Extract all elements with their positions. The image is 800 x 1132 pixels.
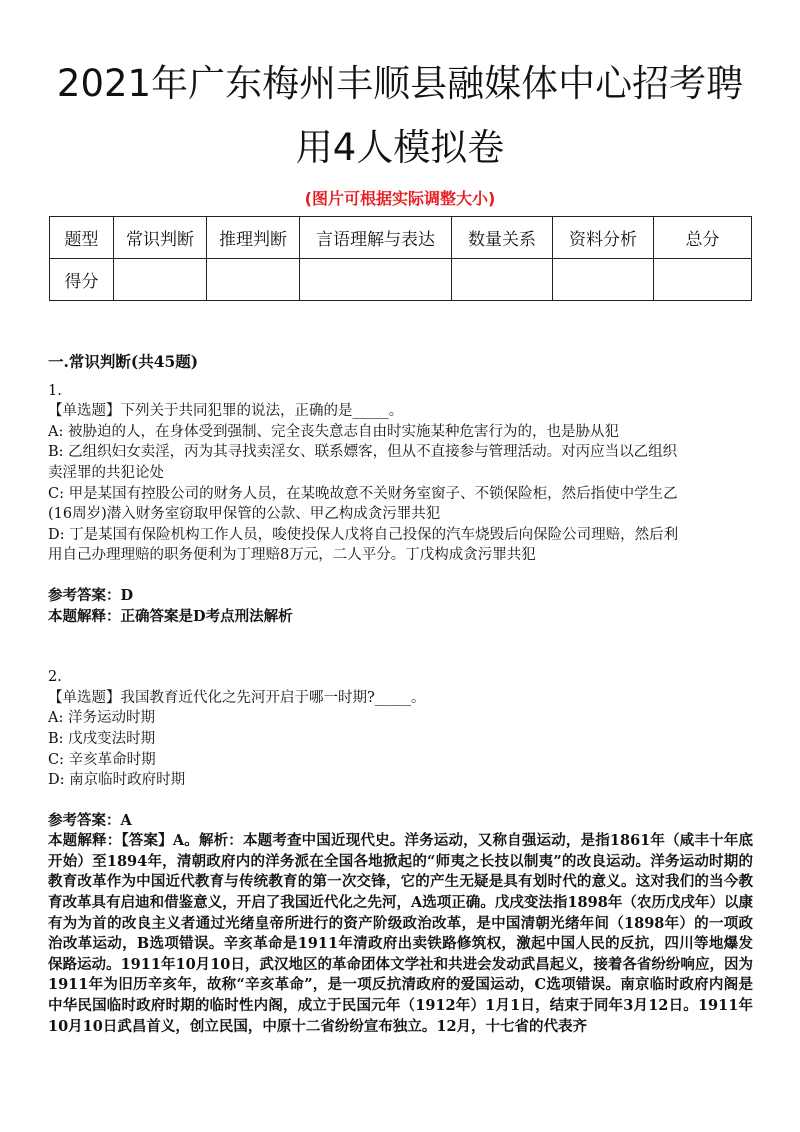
option-line: D: 丁是某国有保险机构工作人员，唆使投保人戊将自己投保的汽车烧毁后向保险公司理赔，然后利 [48, 526, 679, 543]
option-line: B: 戊戌变法时期 [48, 730, 156, 747]
option-line: C: 甲是某国有控股公司的财务人员，在某晚故意不关财务室窗子、不锁保险柜，然后指使中学生乙 [48, 485, 678, 502]
section-title: 一.常识判断(共45题) [48, 352, 199, 371]
question-number: 2. [48, 669, 62, 686]
option-line: A: 洋务运动时期 [48, 710, 155, 727]
table-header-cell: 言语理解与表达 [300, 217, 452, 259]
answer-label: 参考答案：A [48, 811, 132, 829]
table-header-cell: 推理判断 [207, 217, 300, 259]
score-cell [114, 259, 207, 301]
explanation-text: 本题解释：正确答案是D考点刑法解析 [48, 607, 293, 625]
explanation-text: 本题解释：【答案】A。解析：本题考查中国近现代史。洋务运动，又称自强运动，是指1861年（咸丰十年底开始）至1894年，清朝政府内的洋务派在全国各地掀起的“师夷之长技以制夷”的改良运动。洋务运动时期的教育改革作为中国近代教育与传统教育的第一次交锋，它的产生无疑是具有划时代的意义。这对我们的当今教育改革具有启迪和借鉴意义，开启了我国近代化之先河，A选项正确。戊戌变法指1898年（农历戊戌年）以康有为为首的改良主义者通过光绪皇帝所进行的资产阶级政治改革，是中国清朝光绪年间（1898年）的一项政治改革运动，B选项错误。辛亥革命是1911年清政府出卖铁路修筑权，激起中国人民的反抗，四川等地爆发保路运动。1911年10月10日，武汉地区的革命团体文学社和共进会发动武昌起义，接着各省纷纷响应，因为1911年为旧历辛亥年，故称“辛亥革命”，是一项反抗清政府的爱国运动，C选项错误。南京临时政府内阁是中华民国临时政府时期的临时性内阁，成立于民国元年（1912年）1月1日，结束于同年3月12日。1911年10月10日武昌首义，创立民国，中原十二省纷纷宣布独立。12月，十七省的代表齐 [48, 832, 753, 1035]
questions-content [48, 352, 753, 1037]
option-line: C: 辛亥革命时期 [48, 751, 156, 768]
option-line: A: 被胁迫的人，在身体受到强制、完全丧失意志自由时实施某种危害行为的，也是胁从犯 [48, 423, 619, 440]
score-cell [553, 259, 654, 301]
question-stem: 【单选题】下列关于共同犯罪的说法，正确的是_____。 [48, 403, 404, 420]
question-2 [48, 667, 753, 1037]
question-number: 1. [48, 382, 62, 399]
page-title-line-2: 用4人模拟卷 [295, 126, 505, 169]
table-header-cell: 总分 [654, 217, 752, 259]
answer-label: 参考答案：D [48, 586, 134, 604]
score-table-header-row [50, 217, 752, 259]
option-line: B: 乙组织妇女卖淫，丙为其寻找卖淫女、联系嫖客，但从不直接参与管理活动。对丙应当以乙组织 [48, 444, 678, 461]
score-cell [654, 259, 752, 301]
score-table [49, 216, 752, 301]
question-stem: 【单选题】我国教育近代化之先河开启于哪一时期?_____。 [48, 689, 426, 706]
option-line: 用自己办理理赔的职务便利为丁理赔8万元，二人平分。丁戊构成贪污罪共犯 [48, 547, 536, 564]
question-1 [48, 381, 753, 628]
page-title-line-1: 2021年广东梅州丰顺县融媒体中心招考聘 [56, 62, 744, 105]
table-header-cell: 资料分析 [553, 217, 654, 259]
score-table-score-row [50, 259, 752, 301]
table-header-cell: 数量关系 [452, 217, 553, 259]
page-subtitle: (图片可根据实际调整大小) [304, 189, 496, 208]
table-row-label: 得分 [50, 259, 114, 301]
score-cell [300, 259, 452, 301]
option-line: 卖淫罪的共犯论处 [48, 464, 164, 481]
option-line: D: 南京临时政府时期 [48, 772, 186, 789]
score-cell [207, 259, 300, 301]
option-line: (16周岁)潜入财务室窃取甲保管的公款、甲乙构成贪污罪共犯 [48, 506, 441, 523]
table-header-cell: 常识判断 [114, 217, 207, 259]
score-cell [452, 259, 553, 301]
table-header-cell: 题型 [50, 217, 114, 259]
